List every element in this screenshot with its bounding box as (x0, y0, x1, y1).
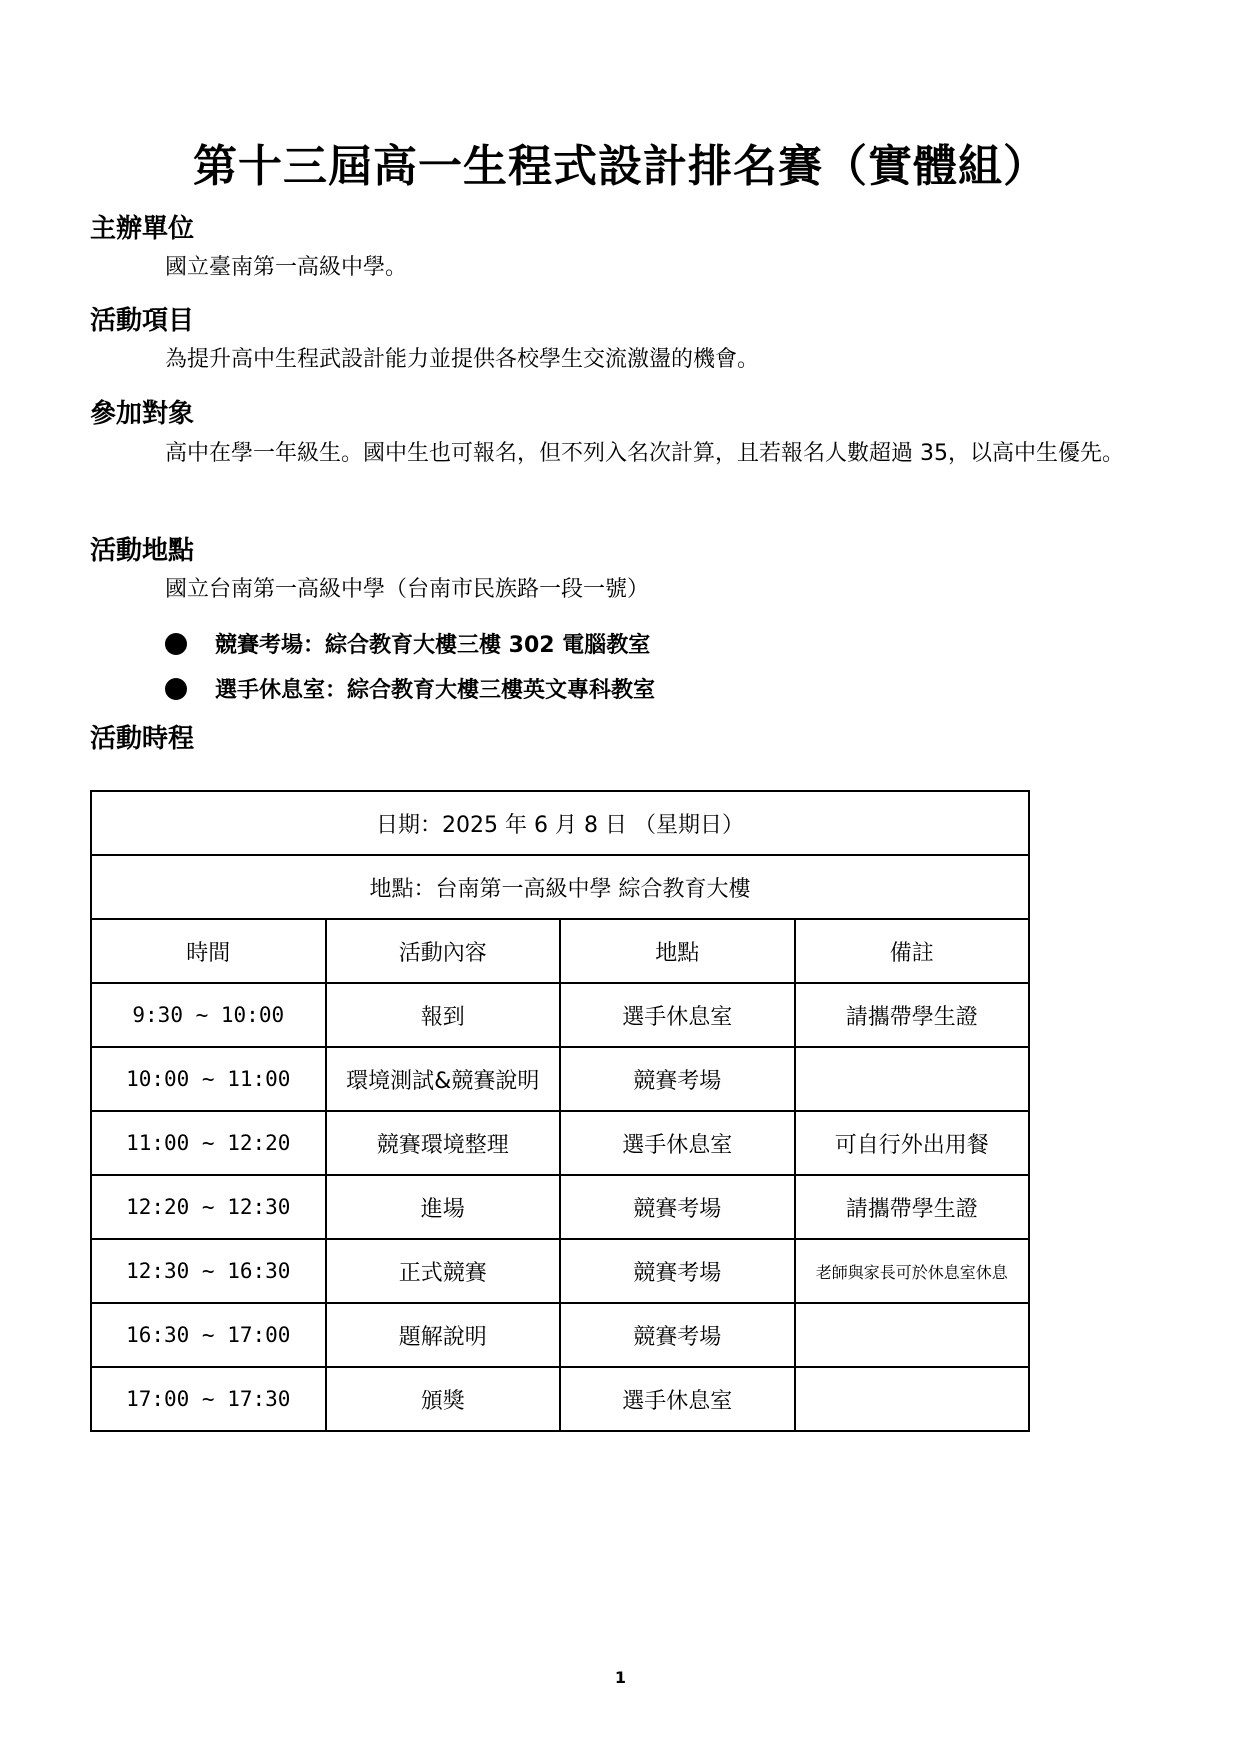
cell-time: 12:20 ~ 12:30 (91, 1175, 326, 1239)
bullet-text: 選手休息室：綜合教育大樓三樓英文專科教室 (215, 678, 656, 703)
table-row (91, 1367, 1029, 1431)
cell-notes: 可自行外出用餐 (795, 1111, 1030, 1175)
cell-time: 9:30 ~ 10:00 (91, 983, 326, 1047)
cell-activity: 報到 (326, 983, 561, 1047)
cell-time: 10:00 ~ 11:00 (91, 1047, 326, 1111)
cell-notes (795, 1047, 1030, 1111)
cell-time: 12:30 ~ 16:30 (91, 1239, 326, 1303)
bullet-text: 競賽考場：綜合教育大樓三樓 302 電腦教室 (215, 633, 651, 658)
participants-text: 高中在學一年級生。國中生也可報名，但不列入名次計算，且若報名人數超過 35，以高中生優先。 (165, 441, 1124, 466)
cell-location: 競賽考場 (560, 1175, 795, 1239)
header-time: 時間 (91, 919, 326, 983)
header-activity: 活動內容 (326, 919, 561, 983)
cell-notes: 老師與家長可於休息室休息 (795, 1239, 1030, 1303)
table-date: 日期：2025 年 6 月 8 日 （星期日） (91, 791, 1029, 855)
cell-time: 17:00 ~ 17:30 (91, 1367, 326, 1431)
table-row (91, 1111, 1029, 1175)
cell-notes (795, 1367, 1030, 1431)
bullet-dot-icon (165, 678, 187, 700)
cell-time: 16:30 ~ 17:00 (91, 1303, 326, 1367)
table-row (91, 983, 1029, 1047)
cell-activity: 環境測試&競賽說明 (326, 1047, 561, 1111)
cell-activity: 進場 (326, 1175, 561, 1239)
cell-location: 選手休息室 (560, 1111, 795, 1175)
cell-activity: 競賽環境整理 (326, 1111, 561, 1175)
cell-activity: 正式競賽 (326, 1239, 561, 1303)
heading-location: 活動地點 (90, 536, 195, 566)
bullet-item-exam-room (165, 628, 650, 659)
page-number: 1 (614, 1668, 627, 1687)
table-place-row (91, 855, 1029, 919)
heading-schedule: 活動時程 (90, 724, 195, 754)
cell-location: 競賽考場 (560, 1239, 795, 1303)
header-location: 地點 (560, 919, 795, 983)
cell-location: 競賽考場 (560, 1303, 795, 1367)
cell-notes: 請攜帶學生證 (795, 1175, 1030, 1239)
cell-activity: 題解說明 (326, 1303, 561, 1367)
table-date-row (91, 791, 1029, 855)
organizer-text: 國立臺南第一高級中學。 (165, 255, 408, 280)
heading-participants: 參加對象 (90, 399, 195, 429)
cell-notes (795, 1303, 1030, 1367)
table-row (91, 1239, 1029, 1303)
activity-text: 為提升高中生程武設計能力並提供各校學生交流激盪的機會。 (165, 347, 760, 372)
table-row (91, 1175, 1029, 1239)
schedule-table (90, 790, 1030, 1432)
table-place: 地點：台南第一高級中學 綜合教育大樓 (91, 855, 1029, 919)
table-header-row (91, 919, 1029, 983)
cell-location: 選手休息室 (560, 983, 795, 1047)
cell-location: 選手休息室 (560, 1367, 795, 1431)
table-row (91, 1303, 1029, 1367)
cell-notes: 請攜帶學生證 (795, 983, 1030, 1047)
table-row (91, 1047, 1029, 1111)
location-text: 國立台南第一高級中學（台南市民族路一段一號） (165, 577, 650, 602)
bullet-item-rest-room (165, 673, 655, 704)
heading-organizer: 主辦單位 (90, 214, 195, 244)
cell-activity: 頒獎 (326, 1367, 561, 1431)
document-title: 第十三屆高一生程式設計排名賽（實體組） (193, 141, 1048, 192)
bullet-dot-icon (165, 633, 187, 655)
cell-time: 11:00 ~ 12:20 (91, 1111, 326, 1175)
cell-location: 競賽考場 (560, 1047, 795, 1111)
heading-activity: 活動項目 (90, 306, 195, 336)
header-notes: 備註 (795, 919, 1030, 983)
